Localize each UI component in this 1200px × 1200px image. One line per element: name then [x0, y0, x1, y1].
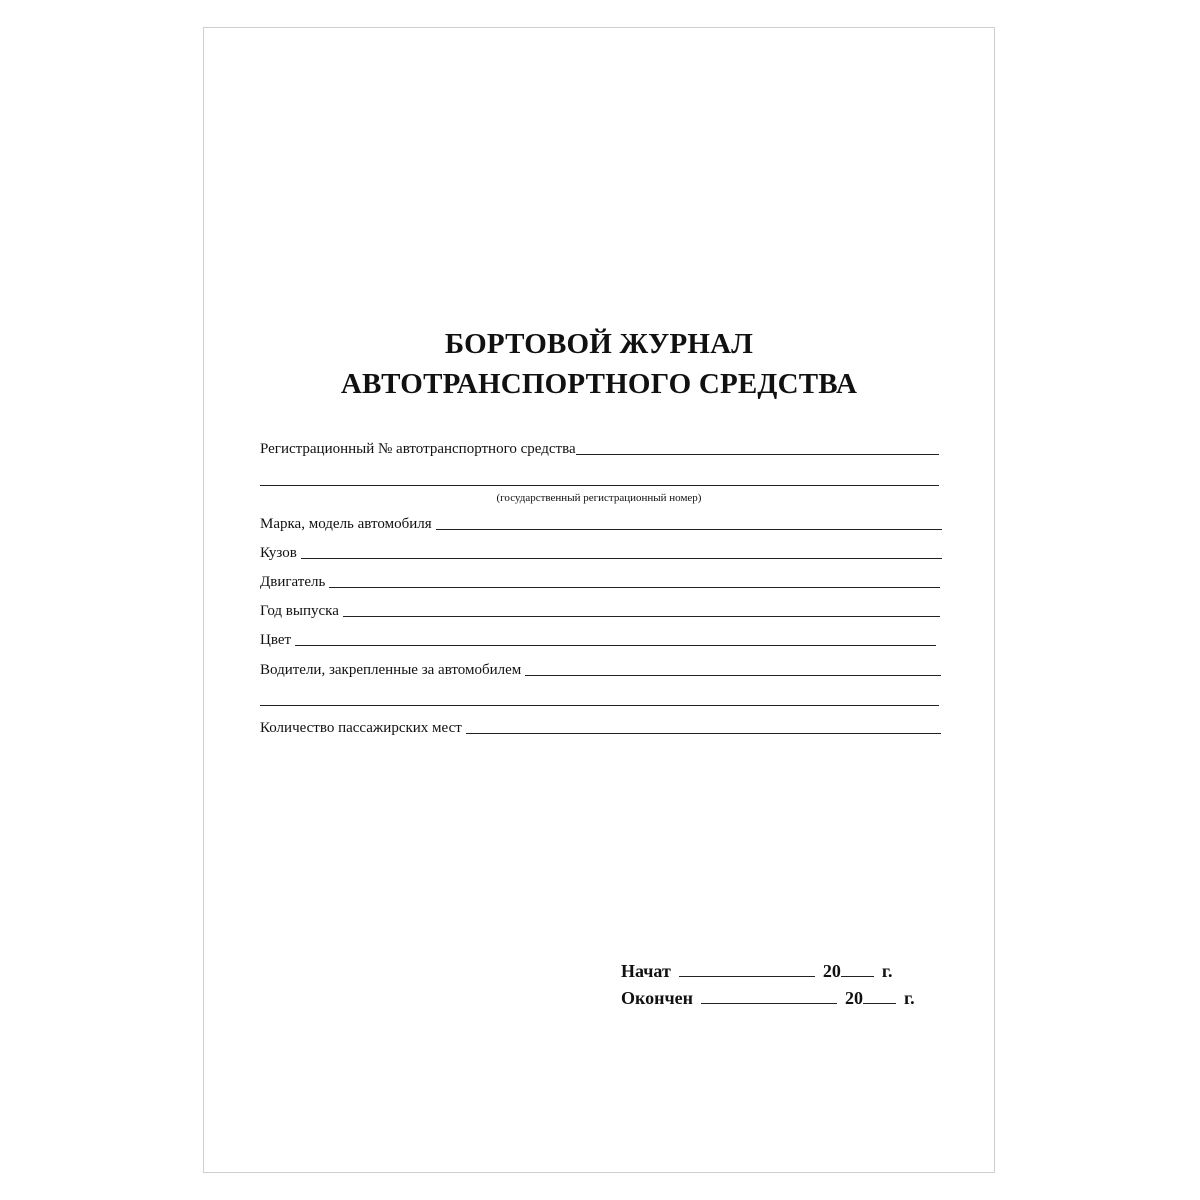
- reg-number-row: [260, 442, 939, 457]
- started-year-suffix: г.: [881, 961, 893, 981]
- finished-year-suffix: г.: [904, 988, 915, 1008]
- drivers-field-line-2[interactable]: [260, 705, 939, 706]
- started-label: Начат: [621, 961, 671, 981]
- started-year-field[interactable]: [841, 976, 874, 977]
- seats-field[interactable]: [466, 732, 941, 734]
- engine-label: Двигатель: [260, 574, 326, 590]
- finished-year-prefix: 20: [845, 988, 864, 1008]
- make-model-row: [260, 517, 942, 532]
- body-row: [260, 546, 942, 561]
- color-label: Цвет: [260, 632, 292, 648]
- reg-number-caption: (государственный регистрационный номер): [496, 492, 702, 504]
- drivers-label: Водители, закрепленные за автомобилем: [260, 662, 522, 678]
- started-date-field[interactable]: [679, 975, 815, 977]
- color-row: [260, 633, 936, 648]
- reg-number-field-line-2[interactable]: [260, 485, 939, 486]
- make-model-label: Марка, модель автомобиля: [260, 516, 432, 532]
- body-label: Кузов: [260, 545, 297, 561]
- seats-row: [260, 721, 941, 736]
- engine-row: [260, 575, 940, 590]
- journal-cover-page: [203, 27, 995, 1173]
- reg-number-label: Регистрационный № автотранспортного средства: [260, 441, 576, 457]
- drivers-field[interactable]: [525, 674, 941, 676]
- finished-row: [621, 989, 915, 1007]
- engine-field[interactable]: [329, 586, 940, 588]
- year-row: [260, 604, 940, 619]
- drivers-row: [260, 663, 941, 678]
- title-line-1: БОРТОВОЙ ЖУРНАЛ: [444, 328, 754, 360]
- year-label: Год выпуска: [260, 603, 339, 619]
- year-field[interactable]: [343, 615, 940, 617]
- finished-label: Окончен: [621, 988, 694, 1008]
- body-field[interactable]: [301, 557, 942, 559]
- started-year-prefix: 20: [822, 961, 841, 981]
- color-field[interactable]: [295, 644, 936, 646]
- seats-label: Количество пассажирских мест: [260, 720, 462, 736]
- make-model-field[interactable]: [436, 528, 942, 530]
- finished-date-field[interactable]: [701, 1002, 837, 1004]
- started-row: [621, 962, 892, 980]
- title-line-2: АВТОТРАНСПОРТНОГО СРЕДСТВА: [340, 368, 858, 400]
- finished-year-field[interactable]: [863, 1003, 896, 1004]
- reg-number-field[interactable]: [576, 453, 939, 455]
